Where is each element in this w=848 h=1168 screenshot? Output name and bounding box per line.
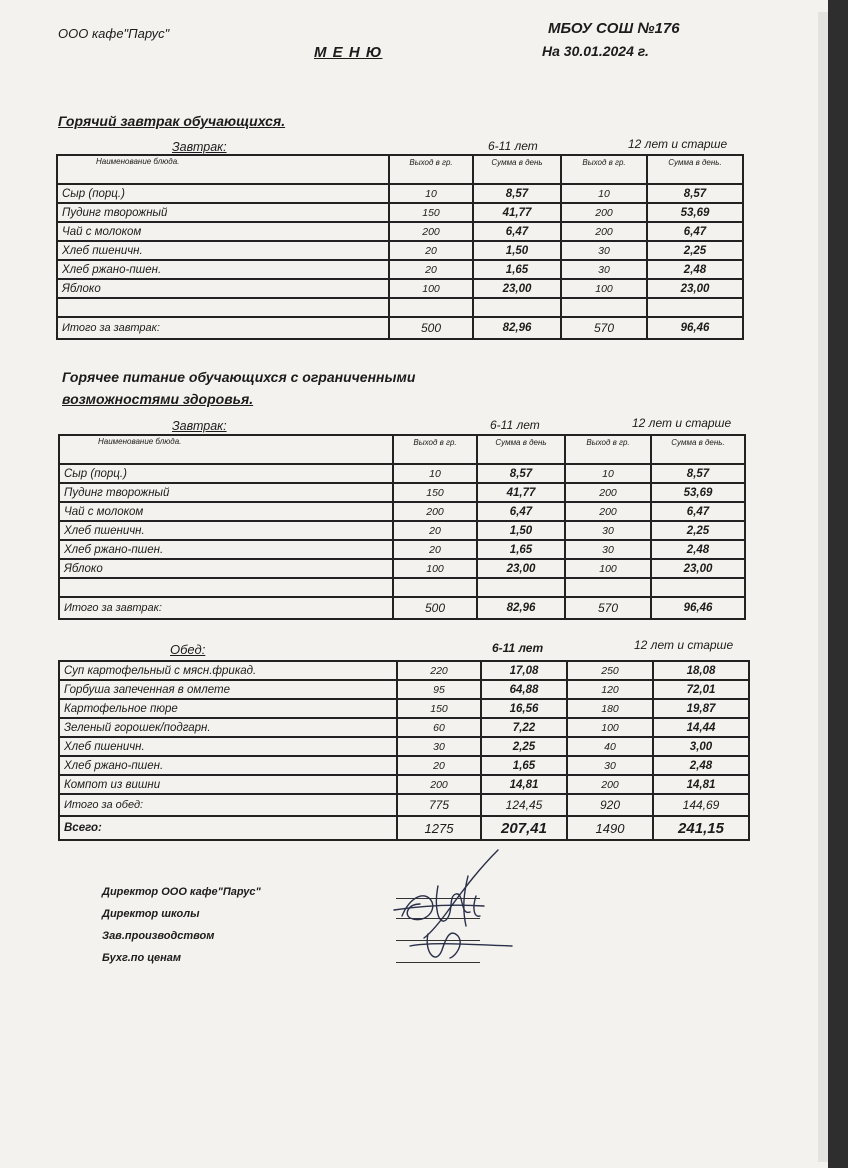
col-sum-header: Сумма в день — [477, 435, 565, 464]
daily-sum: 6,47 — [473, 222, 561, 241]
col-name-header: Наименование блюда. — [59, 435, 393, 464]
daily-sum: 23,00 — [647, 279, 743, 298]
menu-date: На 30.01.2024 г. — [542, 43, 649, 59]
output-grams: 250 — [567, 661, 653, 680]
table-row — [59, 540, 745, 559]
output-grams: 150 — [389, 203, 473, 222]
output-grams: 100 — [393, 559, 477, 578]
total-sum: 96,46 — [651, 597, 745, 619]
total-output: 500 — [389, 317, 473, 339]
table-row — [59, 756, 749, 775]
dish-name: Зеленый горошек/подгарн. — [59, 718, 397, 737]
output-grams: 20 — [393, 521, 477, 540]
section1-age2: 12 лет и старше — [628, 137, 728, 151]
output-grams: 10 — [565, 464, 651, 483]
grand-total-sum: 241,15 — [653, 816, 749, 840]
section3-meal-label: Обед: — [170, 642, 206, 657]
daily-sum: 17,08 — [481, 661, 567, 680]
org-name: ООО кафе"Парус" — [58, 26, 170, 41]
output-grams: 30 — [397, 737, 481, 756]
table-row — [59, 464, 745, 483]
section2-age2: 12 лет и старше — [632, 416, 732, 430]
output-grams: 220 — [397, 661, 481, 680]
daily-sum: 72,01 — [653, 680, 749, 699]
output-grams: 100 — [565, 559, 651, 578]
daily-sum: 53,69 — [647, 203, 743, 222]
table-row — [57, 222, 743, 241]
output-grams: 200 — [393, 502, 477, 521]
daily-sum: 6,47 — [651, 502, 745, 521]
table-row — [59, 680, 749, 699]
col-out-header: Выход в гр. — [565, 435, 651, 464]
daily-sum: 64,88 — [481, 680, 567, 699]
output-grams: 10 — [389, 184, 473, 203]
total-sum: 144,69 — [653, 794, 749, 816]
total-label: Итого за завтрак: — [59, 597, 393, 619]
section1-age1: 6-11 лет — [488, 139, 538, 153]
total-output: 920 — [567, 794, 653, 816]
total-sum: 82,96 — [473, 317, 561, 339]
daily-sum: 2,25 — [651, 521, 745, 540]
output-grams: 40 — [567, 737, 653, 756]
empty-row — [59, 578, 745, 597]
total-output: 570 — [565, 597, 651, 619]
total-output: 570 — [561, 317, 647, 339]
output-grams: 180 — [567, 699, 653, 718]
col-out-header: Выход в гр. — [393, 435, 477, 464]
daily-sum: 41,77 — [473, 203, 561, 222]
page-title: М Е Н Ю — [314, 44, 383, 61]
table-row — [59, 661, 749, 680]
daily-sum: 8,57 — [651, 464, 745, 483]
table-row — [57, 184, 743, 203]
dish-name: Хлеб пшеничн. — [59, 521, 393, 540]
output-grams: 100 — [561, 279, 647, 298]
daily-sum: 1,65 — [477, 540, 565, 559]
col-out-header: Выход в гр. — [561, 155, 647, 184]
daily-sum: 2,48 — [647, 260, 743, 279]
school-name: МБОУ СОШ №176 — [548, 20, 680, 37]
dish-name: Сыр (порц.) — [59, 464, 393, 483]
output-grams: 20 — [389, 241, 473, 260]
total-row — [59, 794, 749, 816]
output-grams: 20 — [393, 540, 477, 559]
grand-total-label: Всего: — [59, 816, 397, 840]
daily-sum: 8,57 — [647, 184, 743, 203]
daily-sum: 19,87 — [653, 699, 749, 718]
section2-title-line1: Горячее питание обучающихся с ограниченными — [62, 369, 416, 385]
table-row — [57, 203, 743, 222]
output-grams: 30 — [561, 260, 647, 279]
daily-sum: 14,81 — [653, 775, 749, 794]
dish-name: Компот из вишни — [59, 775, 397, 794]
daily-sum: 2,48 — [651, 540, 745, 559]
daily-sum: 16,56 — [481, 699, 567, 718]
daily-sum: 53,69 — [651, 483, 745, 502]
output-grams: 30 — [565, 521, 651, 540]
total-sum: 82,96 — [477, 597, 565, 619]
section2-title-line2: возможностями здоровья. — [62, 391, 254, 407]
grand-total-row — [59, 816, 749, 840]
output-grams: 20 — [397, 756, 481, 775]
output-grams: 200 — [567, 775, 653, 794]
output-grams: 120 — [567, 680, 653, 699]
total-label: Итого за завтрак: — [57, 317, 389, 339]
daily-sum: 1,50 — [473, 241, 561, 260]
section2-age1: 6-11 лет — [490, 418, 540, 432]
section1-meal-label: Завтрак: — [172, 140, 227, 154]
output-grams: 95 — [397, 680, 481, 699]
dish-name: Пудинг творожный — [59, 483, 393, 502]
total-row — [57, 317, 743, 339]
table-row — [59, 699, 749, 718]
section3-age1: 6-11 лет — [492, 641, 544, 655]
output-grams: 100 — [567, 718, 653, 737]
col-sum-header: Сумма в день — [473, 155, 561, 184]
dish-name: Хлеб ржано-пшен. — [59, 540, 393, 559]
table-header-row — [57, 155, 743, 184]
total-output: 500 — [393, 597, 477, 619]
section1-table — [56, 154, 744, 340]
dish-name: Яблоко — [59, 559, 393, 578]
col-sum-header: Сумма в день. — [647, 155, 743, 184]
col-out-header: Выход в гр. — [389, 155, 473, 184]
output-grams: 100 — [389, 279, 473, 298]
dish-name: Хлеб ржано-пшен. — [59, 756, 397, 775]
daily-sum: 8,57 — [477, 464, 565, 483]
daily-sum: 3,00 — [653, 737, 749, 756]
scan-background — [828, 0, 848, 1168]
daily-sum: 14,81 — [481, 775, 567, 794]
empty-row — [57, 298, 743, 317]
output-grams: 200 — [561, 222, 647, 241]
output-grams: 20 — [389, 260, 473, 279]
daily-sum: 23,00 — [473, 279, 561, 298]
output-grams: 200 — [389, 222, 473, 241]
daily-sum: 41,77 — [477, 483, 565, 502]
output-grams: 200 — [561, 203, 647, 222]
signature-director-school: Директор школы — [102, 908, 200, 920]
dish-name: Сыр (порц.) — [57, 184, 389, 203]
table-row — [59, 718, 749, 737]
dish-name: Картофельное пюре — [59, 699, 397, 718]
section1-title: Горячий завтрак обучающихся. — [58, 113, 286, 129]
table-row — [57, 260, 743, 279]
table-row — [59, 775, 749, 794]
total-row — [59, 597, 745, 619]
table-row — [59, 521, 745, 540]
dish-name: Пудинг творожный — [57, 203, 389, 222]
grand-total-output: 1275 — [397, 816, 481, 840]
daily-sum: 6,47 — [477, 502, 565, 521]
dish-name: Хлеб пшеничн. — [57, 241, 389, 260]
daily-sum: 1,65 — [473, 260, 561, 279]
daily-sum: 18,08 — [653, 661, 749, 680]
daily-sum: 2,25 — [647, 241, 743, 260]
dish-name: Чай с молоком — [59, 502, 393, 521]
table-header-row — [59, 435, 745, 464]
daily-sum: 1,65 — [481, 756, 567, 775]
total-sum: 124,45 — [481, 794, 567, 816]
output-grams: 30 — [561, 241, 647, 260]
table-row — [57, 279, 743, 298]
dish-name: Хлеб ржано-пшен. — [57, 260, 389, 279]
dish-name: Суп картофельный с мясн.фрикад. — [59, 661, 397, 680]
daily-sum: 6,47 — [647, 222, 743, 241]
output-grams: 150 — [393, 483, 477, 502]
dish-name: Хлеб пшеничн. — [59, 737, 397, 756]
output-grams: 60 — [397, 718, 481, 737]
output-grams: 10 — [561, 184, 647, 203]
daily-sum: 14,44 — [653, 718, 749, 737]
signature-director-cafe: Директор ООО кафе"Парус" — [102, 886, 261, 898]
dish-name: Горбуша запеченная в омлете — [59, 680, 397, 699]
daily-sum: 23,00 — [651, 559, 745, 578]
grand-total-sum: 207,41 — [481, 816, 567, 840]
signature-accountant: Бухг.по ценам — [102, 952, 181, 964]
section3-table — [58, 660, 750, 841]
daily-sum: 7,22 — [481, 718, 567, 737]
daily-sum: 1,50 — [477, 521, 565, 540]
total-sum: 96,46 — [647, 317, 743, 339]
section2-meal-label: Завтрак: — [172, 419, 227, 433]
daily-sum: 23,00 — [477, 559, 565, 578]
col-sum-header: Сумма в день. — [651, 435, 745, 464]
table-row — [59, 737, 749, 756]
output-grams: 200 — [397, 775, 481, 794]
table-row — [59, 559, 745, 578]
section2-table — [58, 434, 746, 620]
handwritten-signature-icon — [380, 846, 520, 976]
daily-sum: 2,25 — [481, 737, 567, 756]
daily-sum: 2,48 — [653, 756, 749, 775]
output-grams: 30 — [565, 540, 651, 559]
daily-sum: 8,57 — [473, 184, 561, 203]
table-row — [57, 241, 743, 260]
total-label: Итого за обед: — [59, 794, 397, 816]
table-row — [59, 483, 745, 502]
output-grams: 10 — [393, 464, 477, 483]
table-row — [59, 502, 745, 521]
output-grams: 200 — [565, 502, 651, 521]
grand-total-output: 1490 — [567, 816, 653, 840]
dish-name: Яблоко — [57, 279, 389, 298]
dish-name: Чай с молоком — [57, 222, 389, 241]
total-output: 775 — [397, 794, 481, 816]
output-grams: 150 — [397, 699, 481, 718]
col-name-header: Наименование блюда. — [57, 155, 389, 184]
output-grams: 200 — [565, 483, 651, 502]
output-grams: 30 — [567, 756, 653, 775]
section3-age2: 12 лет и старше — [634, 638, 734, 652]
signature-production-head: Зав.производством — [102, 930, 215, 942]
